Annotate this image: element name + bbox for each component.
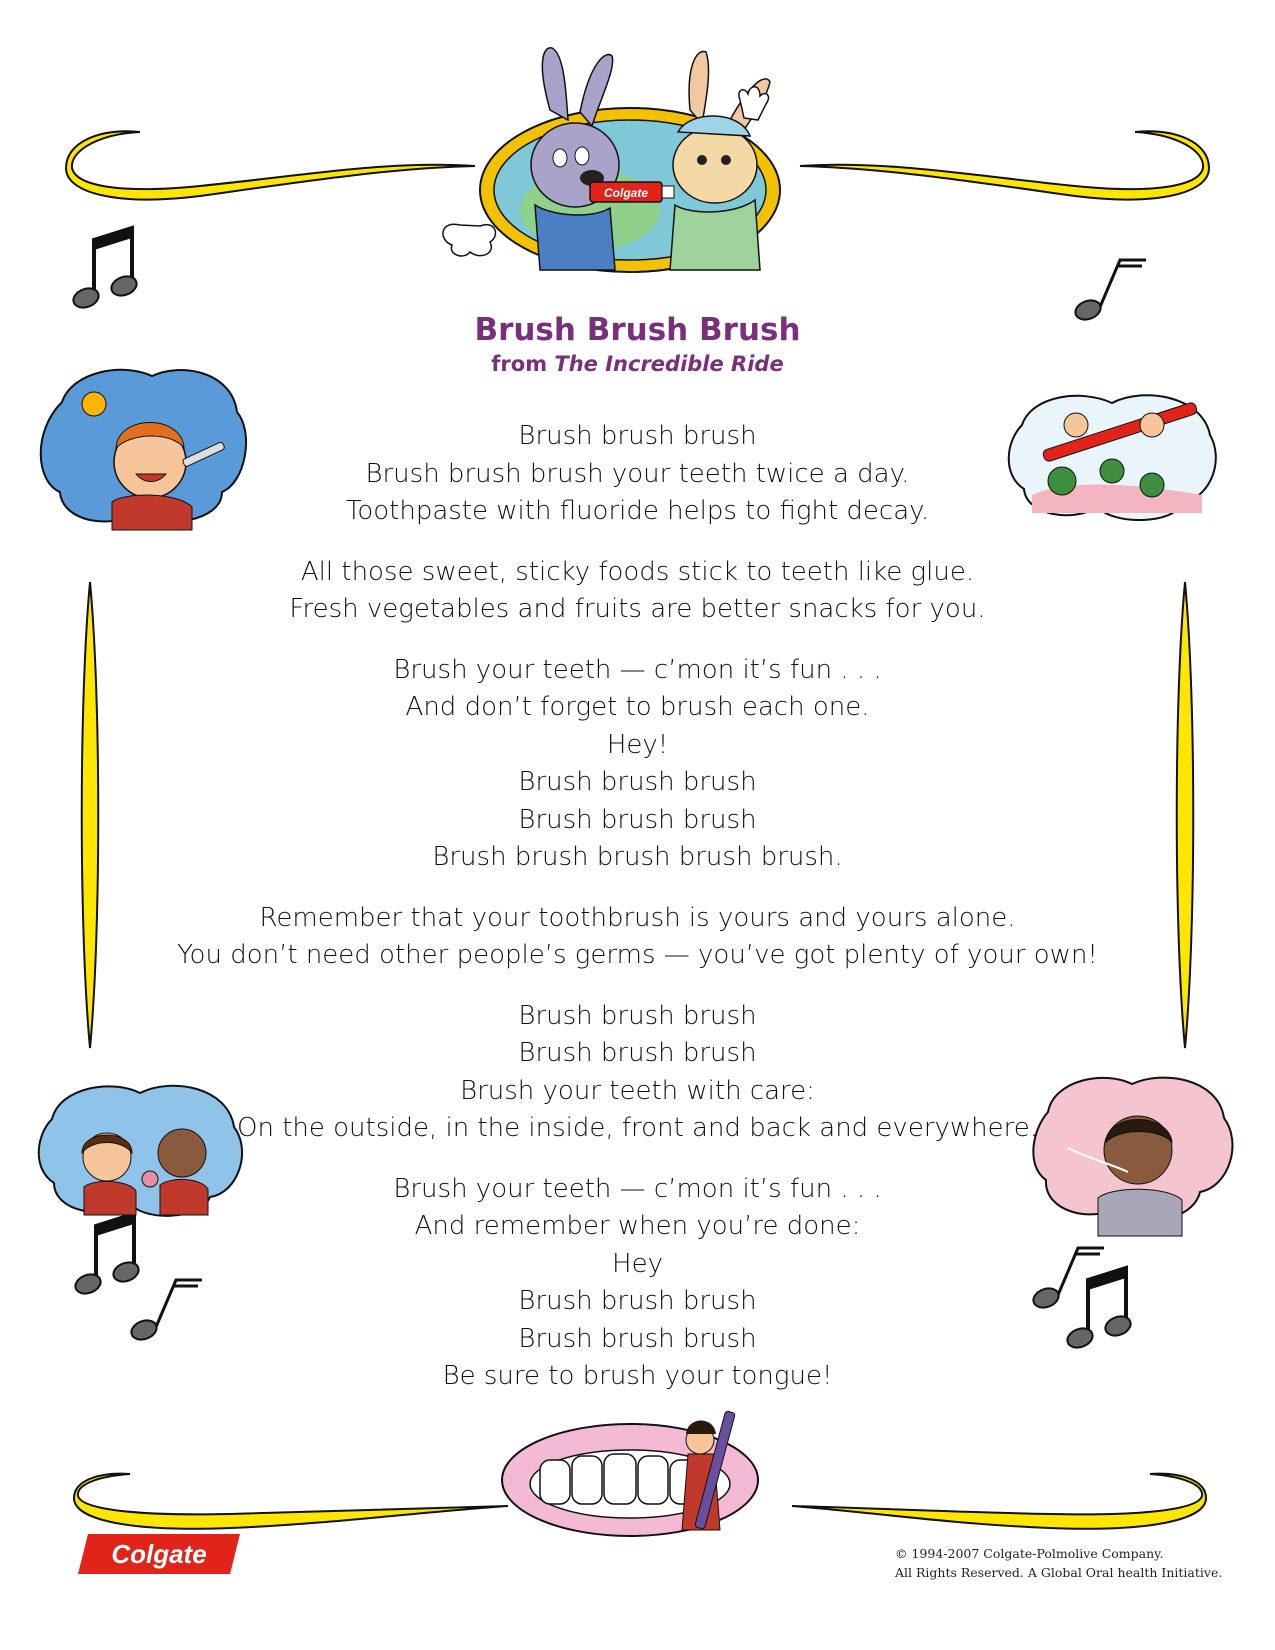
logo-text: Colgate (111, 1539, 207, 1569)
lyrics (150, 418, 1125, 1419)
lyric-line: Brush brush brush (518, 804, 757, 835)
lyric-line: Fresh vegetables and fruits are better snacks for you. (289, 594, 986, 624)
lyric-line: Remember that your toothbrush is yours and yours alone. (259, 902, 1016, 933)
lyric-line: Brush brush brush brush brush. (432, 842, 843, 872)
colgate-logo (78, 1534, 240, 1574)
rabbit-characters-illustration (440, 40, 820, 280)
lyric-line: On the outside, in the inside, front and back and everywhere. (236, 1113, 1039, 1143)
lyric-line: Hey! (606, 729, 669, 760)
bottom-right-scroll (790, 1468, 1210, 1538)
stanza (150, 554, 1125, 629)
lyric-line: And remember when you’re done: (414, 1211, 861, 1241)
lyric-line: Be sure to brush your tongue! (442, 1361, 833, 1391)
smiling-teeth-illustration (500, 1400, 780, 1550)
tube-label: Colgate (603, 186, 649, 200)
lyric-line: Hey (612, 1248, 663, 1279)
lyric-line: All those sweet, sticky foods stick to teeth like glue. (300, 556, 975, 587)
right-vertical-scroll (1170, 580, 1200, 1050)
stanza (150, 652, 1125, 877)
lyric-line: Brush brush brush (518, 767, 757, 797)
stanza (150, 418, 1125, 531)
subtitle-prefix: from (491, 352, 555, 376)
copyright-line: All Rights Reserved. A Global Oral health Initiative. (895, 1565, 1223, 1580)
top-right-scroll (795, 120, 1215, 210)
song-title: Brush Brush Brush (474, 312, 801, 348)
stanza (150, 900, 1125, 975)
copyright-notice (895, 1544, 1222, 1582)
lyric-line: You don’t need other people’s germs — you’ve got plenty of your own! (177, 940, 1098, 970)
copyright-line: © 1994-2007 Colgate-Polmolive Company. (895, 1546, 1164, 1561)
lyric-line: Brush brush brush (518, 421, 757, 451)
bottom-left-scroll (70, 1468, 510, 1538)
stanza (150, 998, 1125, 1148)
lyric-line: Brush brush brush your teeth twice a day. (365, 458, 910, 489)
music-note-icon (68, 222, 148, 317)
lyric-line: Brush brush brush (518, 1286, 757, 1316)
top-left-scroll (60, 120, 480, 210)
lyric-line: Brush your teeth — c’mon it’s fun . . . (393, 654, 882, 685)
lyric-line: Brush brush brush (518, 1323, 757, 1354)
lyric-line: Brush your teeth with care: (460, 1075, 815, 1106)
lyric-line: And don’t forget to brush each one. (405, 692, 870, 722)
left-vertical-scroll (75, 580, 105, 1050)
lyric-line: Toothpaste with fluoride helps to fight decay. (345, 496, 930, 526)
lyric-line: Brush brush brush (518, 1038, 757, 1068)
subtitle-source: The Incredible Ride (554, 352, 784, 376)
song-subtitle (0, 352, 1275, 376)
stanza (150, 1171, 1125, 1396)
lyric-line: Brush brush brush (518, 1000, 757, 1031)
lyric-line: Brush your teeth — c’mon it’s fun . . . (393, 1173, 882, 1204)
